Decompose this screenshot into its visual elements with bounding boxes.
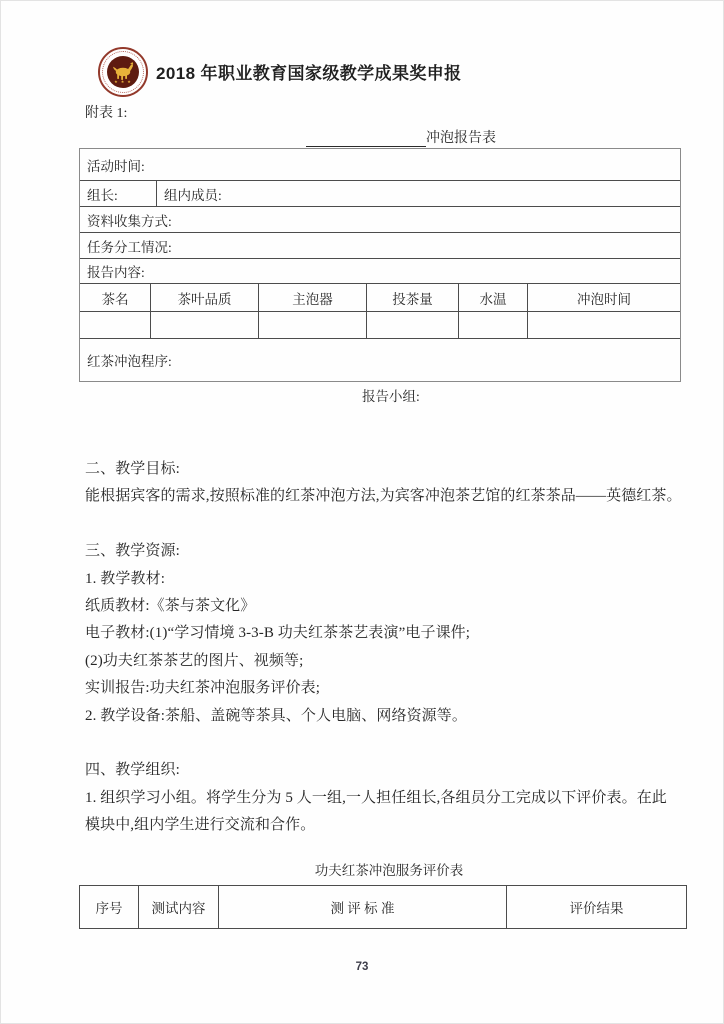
fill-in-blank-line <box>306 131 426 147</box>
eval-column-header-number: 序号 <box>95 901 123 916</box>
school-seal-logo <box>98 47 148 97</box>
section-heading-teaching-goals: 二、教学目标: <box>85 461 180 477</box>
column-header-brewing-time <box>527 284 680 311</box>
brewing-procedure-cell: 红茶冲泡程序: <box>87 354 172 369</box>
report-group-signoff: 报告小组: <box>362 389 420 404</box>
column-header-tea-amount: 投茶量 <box>366 284 458 311</box>
text-line: 纸质教材:《茶与茶文化》 <box>85 598 256 615</box>
members-cell: 组内成员: <box>156 181 680 206</box>
table-row-column-headers <box>80 283 680 311</box>
evaluation-table <box>79 885 687 929</box>
eval-column-header-test-content: 测试内容 <box>138 886 218 928</box>
page-number: 73 <box>355 961 369 973</box>
empty-cell <box>366 312 458 338</box>
empty-cell <box>258 312 366 338</box>
section-heading-teaching-resources: 三、教学资源: <box>85 543 180 560</box>
section-heading-teaching-organization: 四、教学组织: <box>85 762 180 779</box>
data-collection-cell: 资料收集方式: <box>87 213 172 229</box>
table-row-brewing-procedure <box>80 338 680 381</box>
column-header-tea-name: 茶名 <box>101 291 129 307</box>
report-content-cell: 报告内容: <box>87 265 145 280</box>
seal-disc <box>107 56 139 88</box>
table-row-empty-entry <box>80 311 680 338</box>
report-form-title <box>306 127 496 147</box>
document-header-title: 2018 年职业教育国家级教学成果奖申报 <box>156 64 462 83</box>
blank-line <box>85 730 687 757</box>
blank-line <box>85 511 687 538</box>
column-header-brewing-time-label: 冲泡时间 <box>577 291 631 307</box>
column-header-water-temp: 水温 <box>458 284 527 311</box>
empty-cell <box>458 312 527 338</box>
text-line: 电子教材:(1)“学习情境 3-3-B 功夫红茶茶艺表演”电子课件; <box>85 625 471 642</box>
body-text-block <box>85 456 687 840</box>
text-line: 1. 组织学习小组。将学生分为 5 人一组,一人担任组长,各组员分工完成以下评价表。在此 <box>85 789 667 806</box>
empty-cell <box>527 312 680 338</box>
text-line: 实训报告:功夫红茶冲泡服务评价表; <box>85 680 321 697</box>
column-header-tea-quality: 茶叶品质 <box>150 284 258 311</box>
eval-column-header-criteria: 测 评 标 准 <box>218 886 506 928</box>
column-header-brewing-vessel: 主泡器 <box>258 284 366 311</box>
table-row-task-division <box>80 232 680 258</box>
text-line: (2)功夫红茶茶艺的图片、视频等; <box>85 652 304 669</box>
table-row-data-collection <box>80 206 680 232</box>
empty-cell <box>150 312 258 338</box>
empty-cell <box>80 312 150 338</box>
table-row-activity-time <box>80 149 680 180</box>
task-division-cell: 任务分工情况: <box>87 239 172 255</box>
text-line: 1. 教学教材: <box>85 570 165 587</box>
table-row-report-content <box>80 258 680 283</box>
eval-column-header-result: 评价结果 <box>506 886 686 928</box>
report-form-title-text: 冲泡报告表 <box>426 131 496 146</box>
brewing-report-table <box>79 148 681 382</box>
text-line: 模块中,组内学生进行交流和合作。 <box>85 817 316 834</box>
seal-stars: ★ ★ ★ <box>114 79 132 84</box>
evaluation-table-title: 功夫红茶冲泡服务评价表 <box>314 863 464 878</box>
text-line: 2. 教学设备:茶船、盖碗等茶具、个人电脑、网络资源等。 <box>85 707 467 724</box>
attachment-label: 附表 1: <box>85 106 128 121</box>
activity-time-cell: 活动时间: <box>87 158 145 174</box>
text-line: 能根据宾客的需求,按照标准的红茶冲泡方法,为宾客冲泡茶艺馆的红茶茶品——英德红茶。 <box>85 488 682 505</box>
table-row-leader-members <box>80 180 680 206</box>
leader-cell: 组长: <box>87 187 118 203</box>
